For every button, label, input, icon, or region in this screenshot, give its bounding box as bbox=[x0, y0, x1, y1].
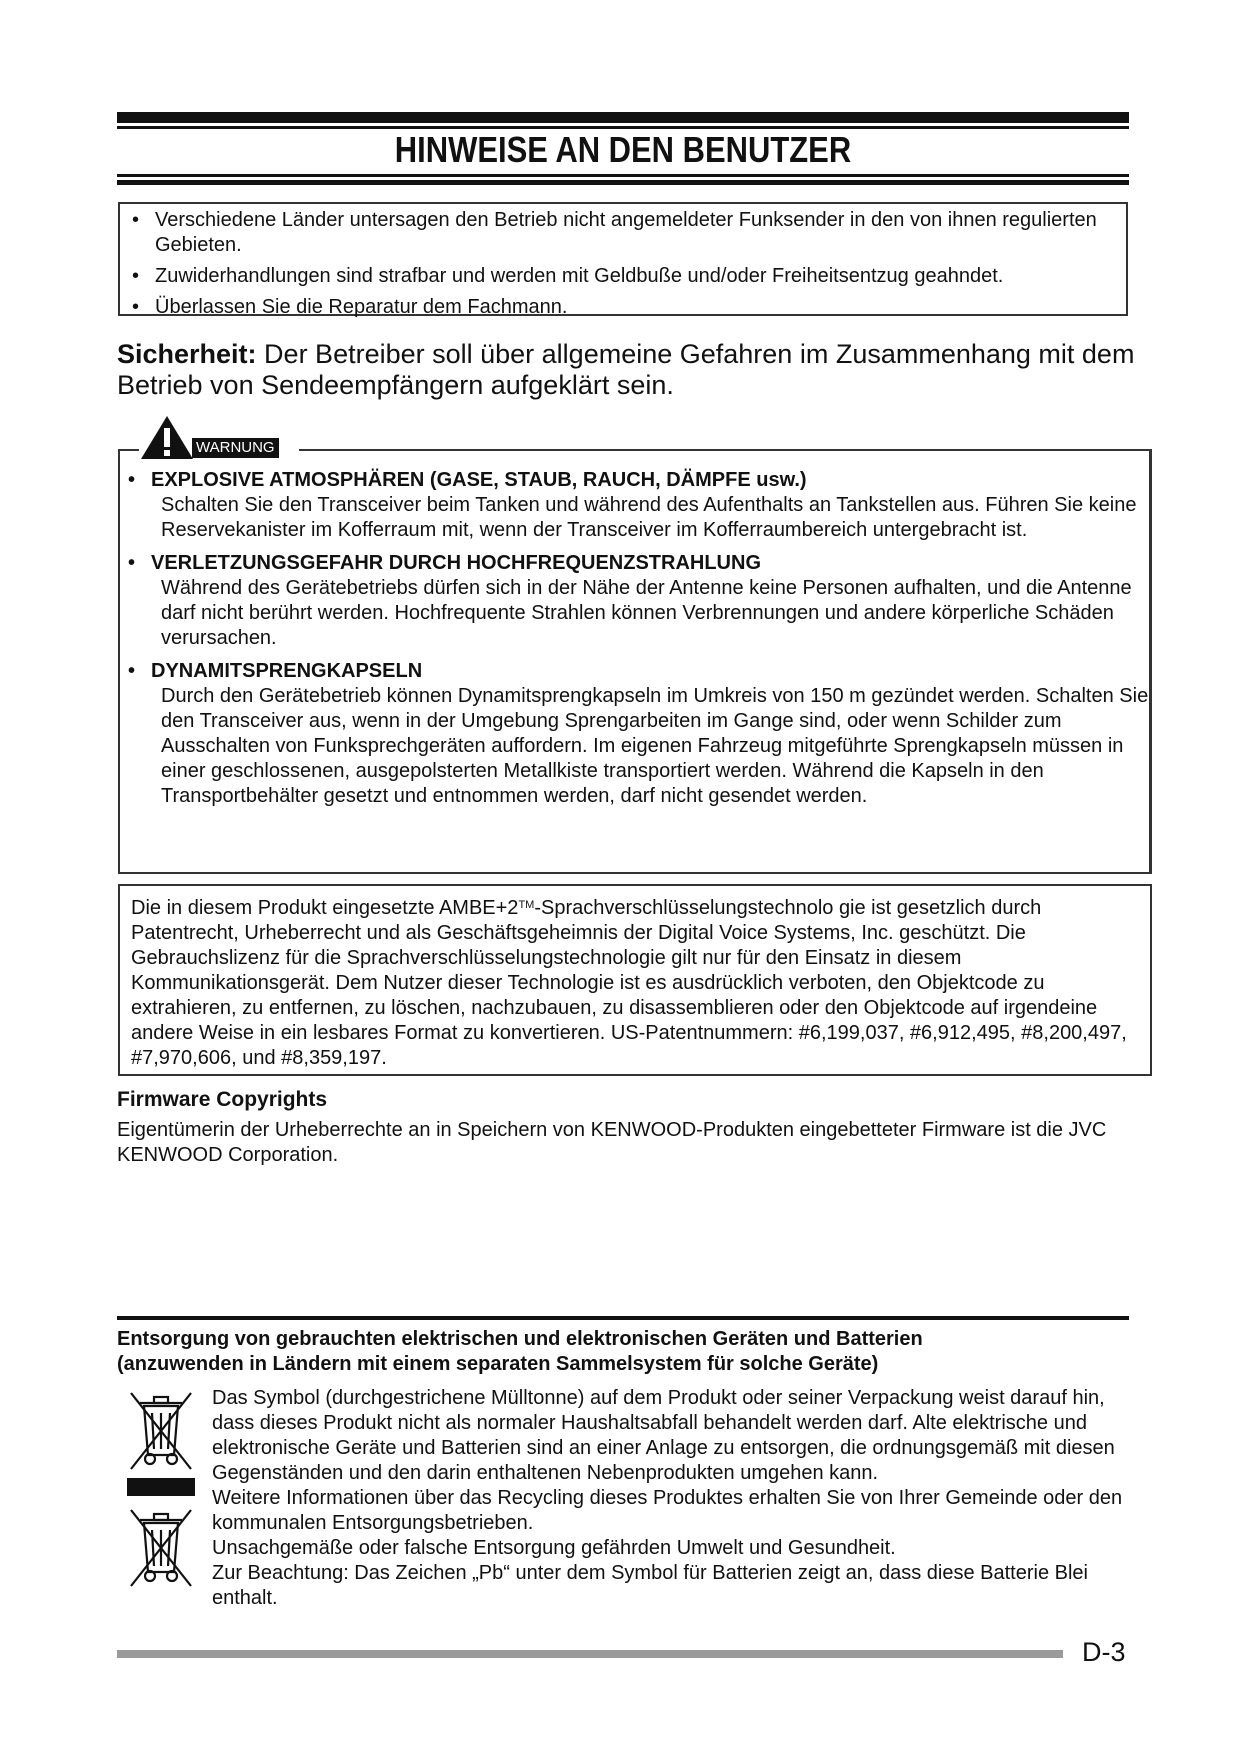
notice-item bbox=[132, 264, 1114, 289]
warning-item bbox=[128, 551, 1150, 651]
notice-item bbox=[132, 295, 1114, 320]
disposal-paragraph: Zur Beachtung: Das Zeichen „Pb“ unter dem Symbol für Batterien zeigt an, dass diese Batterie Blei enthalt. bbox=[212, 1562, 1088, 1609]
ambe-notice-box bbox=[118, 884, 1152, 1076]
title-rule bbox=[117, 174, 1129, 177]
warning-heading-text: VERLETZUNGSGEFAHR DURCH HOCHFREQUENZSTRAHLUNG bbox=[151, 552, 761, 574]
firmware-body: Eigentümerin der Urheberrechte an in Speichern von KENWOOD-Produkten eingebetteter Firmware ist die JVC KENWOOD Corporation. bbox=[117, 1119, 1107, 1166]
disposal-paragraph: Unsachgemäße oder falsche Entsorgung gefährden Umwelt und Gesundheit. bbox=[212, 1537, 896, 1559]
bullet-icon: • bbox=[128, 660, 136, 682]
notice-text: Zuwiderhandlungen sind strafbar und werden mit Geldbuße und/oder Freiheitsentzug geahndet. bbox=[155, 265, 1004, 287]
disposal-rule bbox=[117, 1316, 1129, 1320]
warning-body: Während des Gerätebetriebs dürfen sich in der Nähe der Antenne keine Personen aufhalten, und die Antenne darf nicht berührt werden. Hochfrequente Strahlen können Verbrennungen und andere körperliche Schäden verursachen. bbox=[161, 577, 1132, 649]
ambe-text: -Sprachverschlüsselungstechnolo gie ist gesetzlich durch Patentrecht, Urheberrecht und als Geschäftsgeheimnis der Digital Voice Systems, Inc. geschützt. Die Gebrauchslizenz für die Sprachverschlüsselungstechnologie gilt nur für den Einsatz in diesem Kommunikationsgerät. Dem Nutzer dieser Technologie ist es ausdrücklich verboten, den Objektcode zu extrahieren, zu entfernen, zu löschen, nachzubauen, zu disassemblieren oder den Objektcode auf irgendeine andere Weise in ein lesbares Format zu konvertieren. US-Patentnummern: #6,199,037, #6,912,495, #8,200,497, #7,970,606, und #8,359,197. bbox=[131, 897, 1127, 1069]
bullet-icon: • bbox=[132, 265, 140, 287]
warning-badge bbox=[139, 414, 299, 460]
warning-heading bbox=[128, 659, 1150, 684]
notice-item bbox=[132, 208, 1114, 258]
warning-heading bbox=[128, 551, 1150, 576]
warning-heading bbox=[128, 468, 1150, 493]
notice-box bbox=[118, 202, 1128, 316]
bullet-icon: • bbox=[132, 209, 140, 231]
warning-item bbox=[128, 659, 1150, 809]
page-number: D-3 bbox=[1082, 1637, 1126, 1667]
separate-collection-bar bbox=[127, 1478, 195, 1496]
disposal-paragraph: Das Symbol (durchgestrichene Mülltonne) auf dem Produkt oder seiner Verpackung weist darauf hin, dass dieses Produkt nicht als normaler Haushaltsabfall behandelt werden darf. Alte elektrische und elektronische Geräte und Batterien sind an einer Anlage zu entsorgen, die ordnungsgemäß mit diesen Gegenständen und den darin enthaltenen Nebenprodukten umgehen kann. bbox=[212, 1387, 1115, 1484]
trademark-mark: TM bbox=[518, 899, 535, 911]
disposal-title bbox=[117, 1327, 1137, 1377]
warning-triangle-icon bbox=[139, 414, 195, 460]
title-rule bbox=[117, 180, 1129, 185]
crossed-bin-icon bbox=[126, 1389, 196, 1473]
ambe-prefix: Die in diesem Produkt eingesetzte AMBE+2 bbox=[131, 897, 519, 919]
bullet-icon: • bbox=[132, 296, 140, 318]
notice-text: Überlassen Sie die Reparatur dem Fachmann. bbox=[155, 296, 568, 318]
disposal-body bbox=[212, 1386, 1142, 1611]
warning-content bbox=[128, 468, 1150, 817]
bullet-icon: • bbox=[128, 469, 136, 491]
disposal-title-line: Entsorgung von gebrauchten elektrischen und elektronischen Geräten und Batterien bbox=[117, 1328, 923, 1350]
bullet-icon: • bbox=[128, 552, 136, 574]
warning-heading-text: EXPLOSIVE ATMOSPHÄREN (GASE, STAUB, RAUCH, DÄMPFE usw.) bbox=[151, 469, 807, 491]
crossed-battery-bin-icon bbox=[126, 1506, 196, 1590]
notice-text: Verschiedene Länder untersagen den Betrieb nicht angemeldeter Funksender in den von ihnen regulierten Gebieten. bbox=[155, 209, 1097, 256]
warning-label: WARNUNG bbox=[192, 438, 279, 458]
warning-body: Durch den Gerätebetrieb können Dynamitsprengkapseln im Umkreis von 150 m gezündet werden. Schalten Sie den Transceiver aus, wenn in der Umgebung Sprengarbeiten im Gange sind, oder wenn Schilder zum Ausschalten von Funksprechgeräten auffordern. Im eigenen Fahrzeug mitgeführte Sprengkapseln müssen in einer geschlossenen, ausgepolsterten Metallkiste transportiert werden. Während die Kapseln in den Transportbehälter gesetzt und entnommen werden, darf nicht gesendet werden. bbox=[161, 685, 1149, 807]
title-rule bbox=[117, 112, 1129, 123]
disposal-paragraph: Weitere Informationen über das Recycling dieses Produktes erhalten Sie von Ihrer Gemeinde oder den kommunalen Entsorgungsbetrieben. bbox=[212, 1487, 1123, 1534]
footer-bar bbox=[117, 1650, 1063, 1658]
safety-label: Sicherheit: bbox=[117, 339, 257, 369]
disposal-title-line: (anzuwenden in Ländern mit einem separaten Sammelsystem für solche Geräte) bbox=[117, 1353, 879, 1375]
warning-item bbox=[128, 468, 1150, 543]
page-title: HINWEISE AN DEN BENUTZER bbox=[394, 129, 852, 170]
safety-statement bbox=[117, 339, 1137, 401]
firmware-title: Firmware Copyrights bbox=[117, 1088, 328, 1111]
warning-heading-text: DYNAMITSPRENGKAPSELN bbox=[151, 660, 423, 682]
safety-text: Der Betreiber soll über allgemeine Gefahren im Zusammenhang mit dem Betrieb von Sendeempfängern aufgeklärt sein. bbox=[117, 339, 1135, 400]
warning-body: Schalten Sie den Transceiver beim Tanken und während des Aufenthalts an Tankstellen aus. Führen Sie keine Reservekanister im Kofferraum mit, wenn der Transceiver im Kofferraumbereich untergebracht ist. bbox=[161, 494, 1137, 541]
